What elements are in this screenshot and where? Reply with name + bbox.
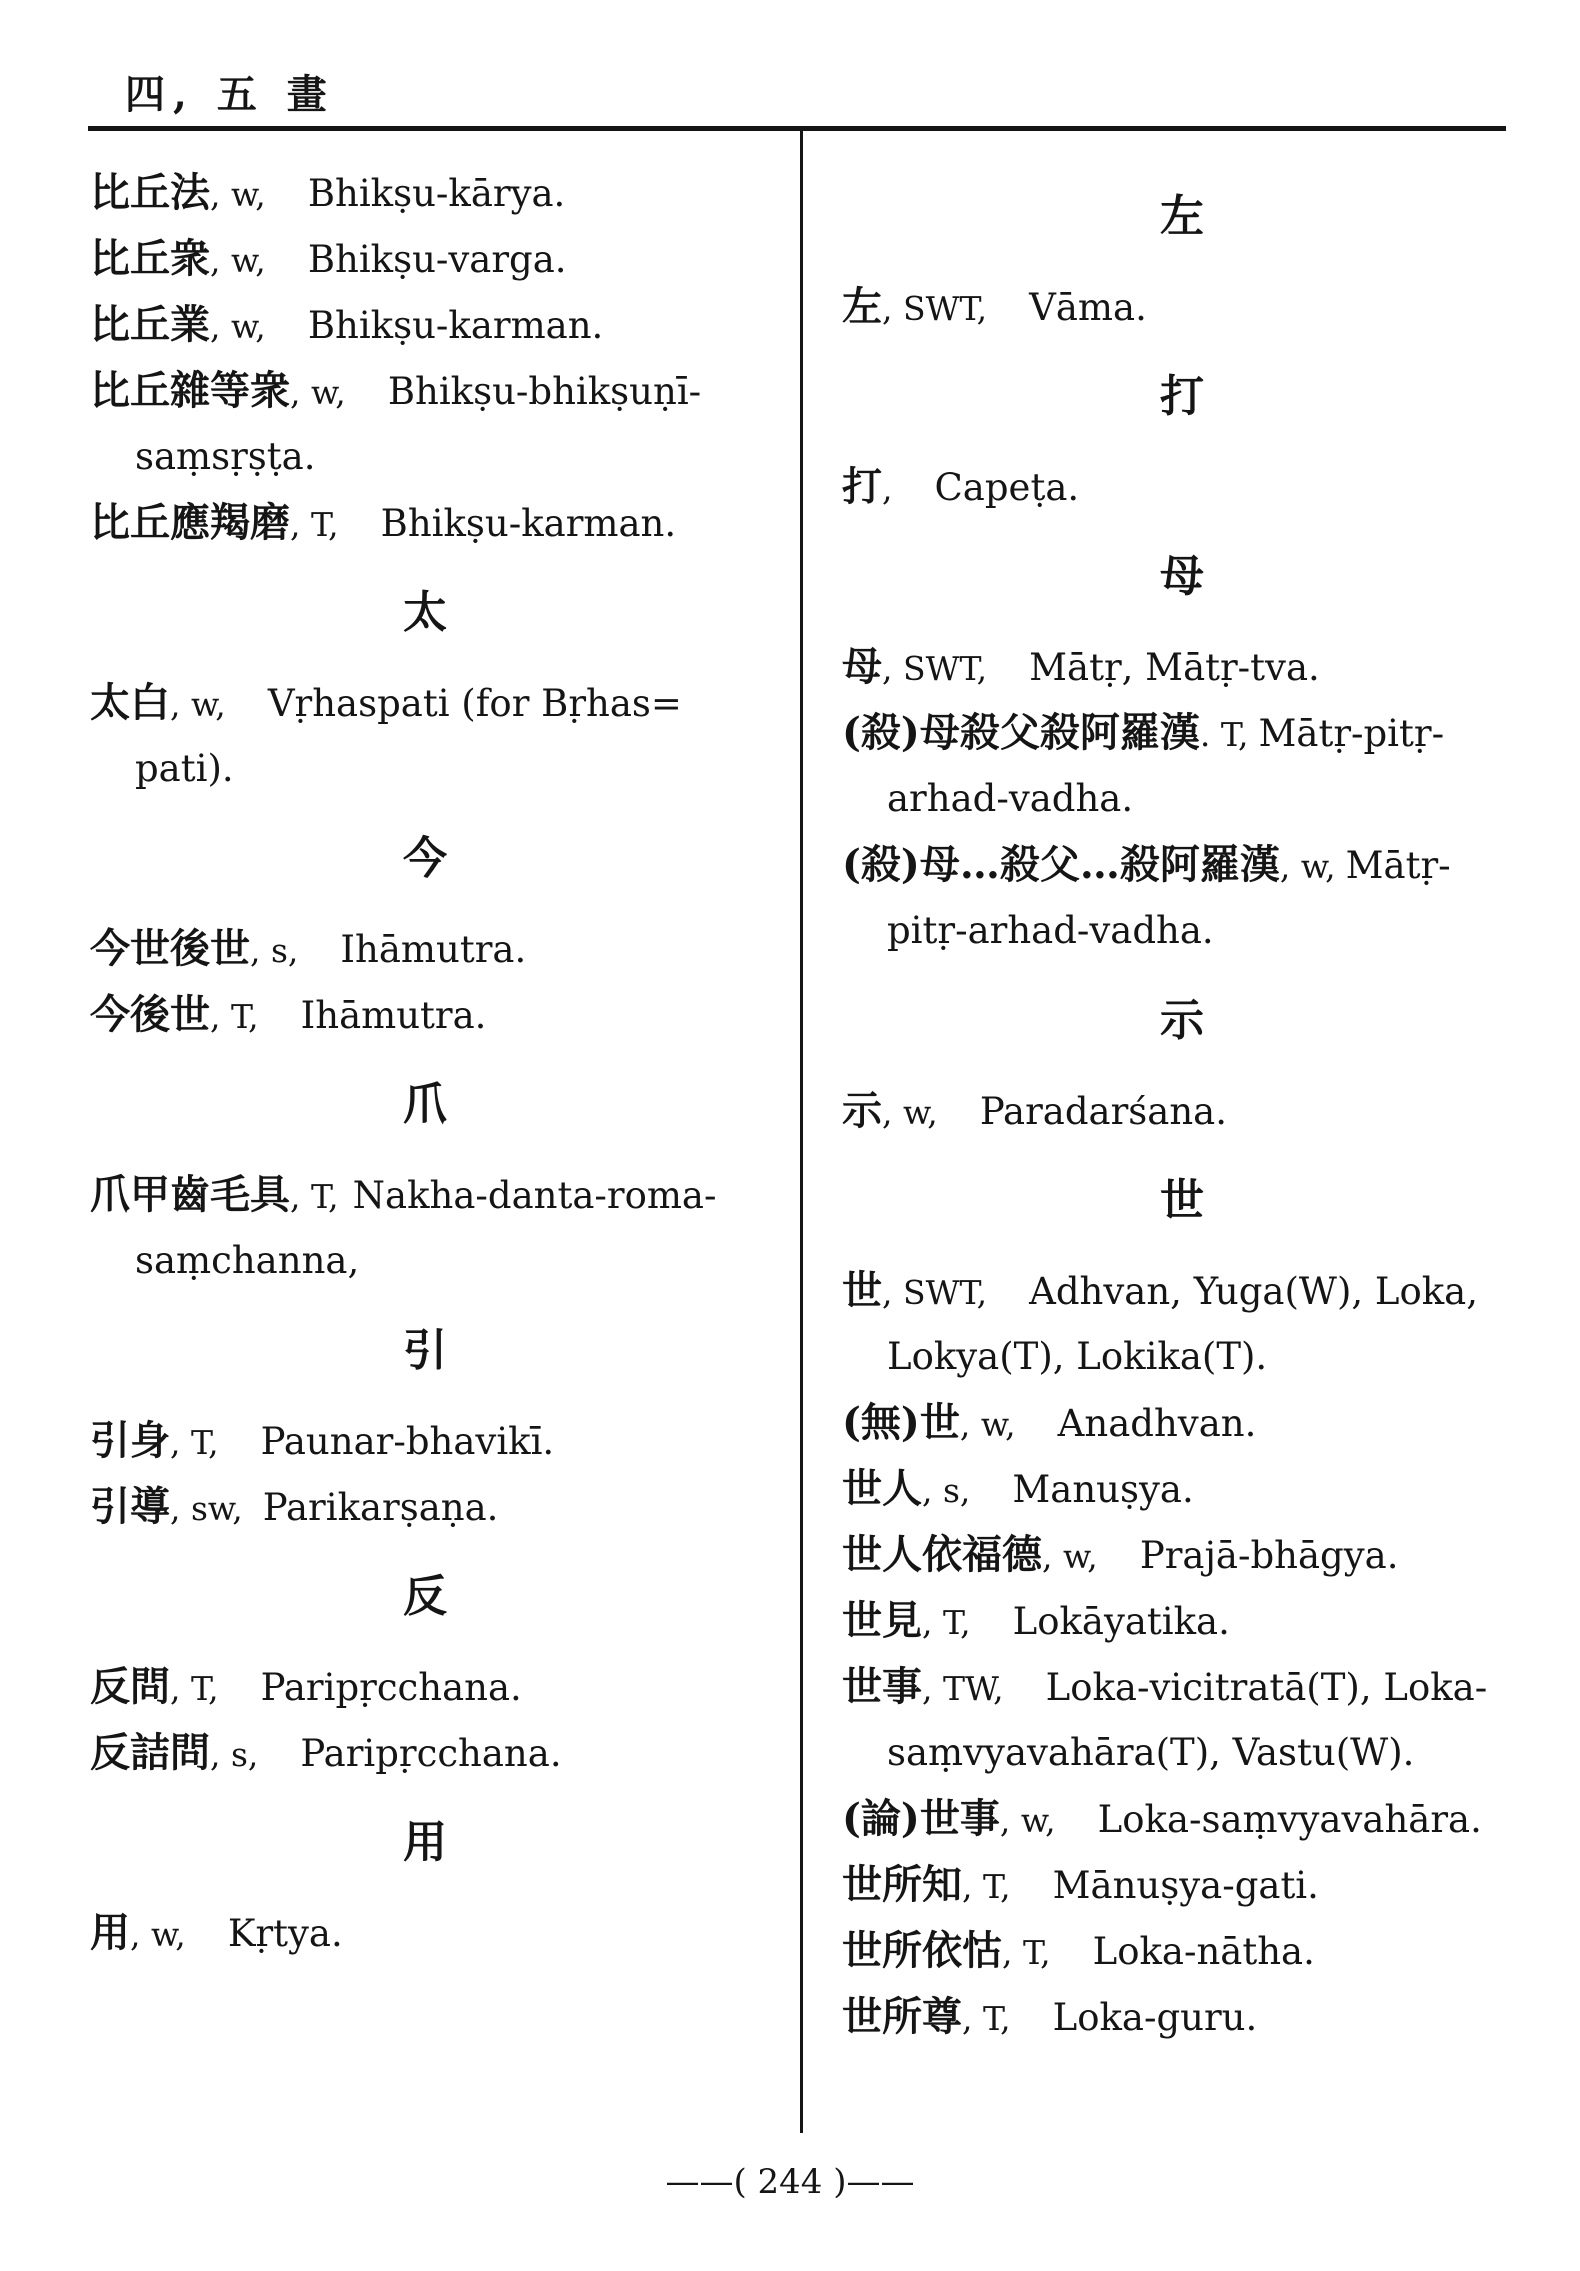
- sanskrit-term: Mātṛ-: [1345, 844, 1451, 887]
- headword: 引導: [90, 1483, 170, 1530]
- source-tag: , w,: [130, 1915, 186, 1954]
- entry: [90, 1474, 760, 1540]
- sanskrit-term: Prajā-bhāgya.: [1139, 1534, 1399, 1577]
- headword: 比丘法: [90, 169, 210, 216]
- entry-continuation: saṃsṛṣṭa.: [135, 435, 316, 478]
- source-tag: , w,: [959, 1405, 1016, 1444]
- entry: [842, 1522, 1522, 1588]
- headword: 世見: [842, 1597, 922, 1644]
- source-tag: , w,: [210, 307, 266, 346]
- source-tag: , w,: [1042, 1537, 1098, 1576]
- source-tag: , SWT,: [882, 289, 988, 328]
- entry-continuation: Lokya(T), Lokika(T).: [887, 1335, 1268, 1378]
- source-tag: , s,: [922, 1471, 971, 1510]
- section-heading-yin: 引: [403, 1325, 447, 1376]
- entry: [842, 634, 1522, 700]
- headword: 比丘雜等衆: [90, 367, 290, 414]
- source-tag: ,: [882, 469, 893, 508]
- source-tag: , sw,: [170, 1489, 243, 1528]
- headword: 比丘衆: [90, 235, 210, 282]
- header-rule: [88, 126, 1506, 131]
- entry: [842, 700, 1522, 766]
- sanskrit-term: Loka-saṃvyavahāra.: [1097, 1798, 1482, 1841]
- entry-continuation: pitṛ-arhad-vadha.: [887, 909, 1214, 952]
- headword: 今世後世: [90, 925, 250, 972]
- section-heading-tai: 太: [403, 587, 447, 638]
- source-tag: , T,: [290, 505, 339, 544]
- source-tag: , T,: [210, 997, 259, 1036]
- entry: [90, 982, 760, 1048]
- source-tag: , w,: [999, 1801, 1056, 1840]
- source-tag: , TW,: [922, 1669, 1004, 1708]
- section-heading-zuo: 左: [1160, 191, 1204, 242]
- page-number: ——( 244 )——: [665, 2162, 915, 2202]
- sanskrit-term: Nakha-danta-roma-: [352, 1174, 717, 1217]
- headword: 世所尊: [842, 1993, 962, 2040]
- sanskrit-term: Vṛhaspati (for Bṛhas=: [267, 682, 682, 725]
- sanskrit-term: Capeṭa.: [934, 466, 1080, 509]
- headword: 世人依福德: [842, 1531, 1042, 1578]
- source-tag: , T,: [922, 1603, 971, 1642]
- sanskrit-term: Parikarṣaṇa.: [262, 1486, 499, 1529]
- headword: 今後世: [90, 991, 210, 1038]
- sanskrit-term: Manuṣya.: [1012, 1468, 1194, 1511]
- section-heading-fan: 反: [403, 1571, 447, 1622]
- entry: [842, 1456, 1522, 1522]
- entry: [90, 1162, 760, 1228]
- entry: [842, 1588, 1522, 1654]
- entry: [90, 490, 760, 556]
- entry: [842, 1078, 1522, 1144]
- sanskrit-term: Adhvan, Yuga(W), Loka,: [1029, 1270, 1478, 1313]
- headword: 左: [842, 283, 882, 330]
- sanskrit-term: Mānuṣya-gati.: [1052, 1864, 1319, 1907]
- running-head: 四, 五 畫: [125, 71, 335, 118]
- source-tag: , w,: [210, 175, 266, 214]
- source-tag: , T,: [962, 1867, 1011, 1906]
- headword: 世所知: [842, 1861, 962, 1908]
- headword: (無)世: [842, 1399, 960, 1446]
- entry-continuation: arhad-vadha.: [887, 777, 1134, 820]
- entry: [90, 1900, 760, 1966]
- entry: [842, 1654, 1522, 1720]
- sanskrit-term: Mātṛ, Mātṛ-tva.: [1029, 646, 1320, 689]
- sanskrit-term: Loka-guru.: [1052, 1996, 1258, 2039]
- entry: [842, 1918, 1522, 1984]
- entry-continuation: saṃvyavahāra(T), Vastu(W).: [887, 1731, 1415, 1774]
- entry: [842, 1258, 1522, 1324]
- entry: [90, 916, 760, 982]
- entry-continuation: pati).: [135, 747, 234, 790]
- sanskrit-term: Bhikṣu-varga.: [307, 238, 567, 281]
- entry: [842, 454, 1522, 520]
- headword: 母: [842, 643, 882, 690]
- entry: [90, 1408, 760, 1474]
- source-tag: . T,: [1199, 715, 1249, 754]
- source-tag: , T,: [170, 1423, 219, 1462]
- headword: 示: [842, 1087, 882, 1134]
- source-tag: , s,: [210, 1735, 259, 1774]
- source-tag: , T,: [1002, 1933, 1051, 1972]
- headword: (殺)母殺父殺阿羅漢: [842, 709, 1200, 756]
- sanskrit-term: Bhikṣu-karman.: [307, 304, 604, 347]
- source-tag: , T,: [170, 1669, 219, 1708]
- sanskrit-term: Bhikṣu-karman.: [380, 502, 677, 545]
- headword: 反詰問: [90, 1729, 210, 1776]
- source-tag: , SWT,: [882, 649, 988, 688]
- source-tag: , w,: [170, 685, 226, 724]
- right-column: [842, 160, 1522, 2050]
- headword: 世事: [842, 1663, 922, 1710]
- entry: [842, 1786, 1522, 1852]
- headword: (殺)母…殺父…殺阿羅漢: [842, 841, 1280, 888]
- source-tag: , SWT,: [882, 1273, 988, 1312]
- entry: [90, 1654, 760, 1720]
- entry: [842, 1852, 1522, 1918]
- headword: 世人: [842, 1465, 922, 1512]
- section-heading-shi-world: 世: [1160, 1175, 1204, 1226]
- headword: 世所依怙: [842, 1927, 1002, 1974]
- entry: [842, 1390, 1522, 1456]
- sanskrit-term: Bhikṣu-bhikṣuṇī-: [387, 370, 702, 413]
- sanskrit-term: Paradarśana.: [979, 1090, 1227, 1133]
- sanskrit-term: Bhikṣu-kārya.: [307, 172, 566, 215]
- entry: [842, 832, 1522, 898]
- section-heading-mu: 母: [1160, 551, 1204, 602]
- section-heading-da: 打: [1160, 371, 1204, 422]
- headword: 太白: [90, 679, 170, 726]
- column-divider: [800, 131, 803, 2133]
- source-tag: , T,: [290, 1177, 339, 1216]
- source-tag: , w,: [882, 1093, 938, 1132]
- headword: 世: [842, 1267, 882, 1314]
- entry: [90, 670, 760, 736]
- headword: 反問: [90, 1663, 170, 1710]
- entry: [90, 292, 760, 358]
- headword: 用: [90, 1909, 130, 1956]
- sanskrit-term: Paunar-bhavikī.: [260, 1420, 555, 1463]
- source-tag: , w,: [290, 373, 346, 412]
- sanskrit-term: Lokāyatika.: [1012, 1600, 1230, 1643]
- source-tag: , w,: [1279, 847, 1336, 886]
- sanskrit-term: Loka-nātha.: [1092, 1930, 1315, 1973]
- section-heading-jin: 今: [403, 833, 447, 884]
- sanskrit-term: Vāma.: [1029, 286, 1147, 329]
- headword: 比丘業: [90, 301, 210, 348]
- entry: [90, 358, 760, 424]
- section-heading-zhao: 爪: [403, 1079, 447, 1130]
- section-heading-shi-show: 示: [1160, 995, 1204, 1046]
- source-tag: , s,: [250, 931, 299, 970]
- headword: 打: [842, 463, 882, 510]
- sanskrit-term: Ihāmutra.: [300, 994, 487, 1037]
- entry-continuation: saṃchanna,: [135, 1239, 360, 1282]
- sanskrit-term: Kṛtya.: [227, 1912, 343, 1955]
- section-heading-yong: 用: [403, 1817, 447, 1868]
- entry: [842, 1984, 1522, 2050]
- headword: (論)世事: [842, 1795, 1000, 1842]
- sanskrit-term: Mātṛ-pitṛ-: [1258, 712, 1445, 755]
- sanskrit-term: Paripṛcchana.: [260, 1666, 522, 1709]
- headword: 爪甲齒毛具: [90, 1171, 290, 1218]
- headword: 比丘應羯磨: [90, 499, 290, 546]
- source-tag: , w,: [210, 241, 266, 280]
- entry: [842, 274, 1522, 340]
- headword: 引身: [90, 1417, 170, 1464]
- sanskrit-term: Anadhvan.: [1057, 1402, 1257, 1445]
- left-column: [90, 160, 760, 1966]
- entry: [90, 160, 760, 226]
- entry: [90, 1720, 760, 1786]
- source-tag: , T,: [962, 1999, 1011, 2038]
- entry: [90, 226, 760, 292]
- sanskrit-term: Ihāmutra.: [340, 928, 527, 971]
- sanskrit-term: Paripṛcchana.: [300, 1732, 562, 1775]
- sanskrit-term: Loka-vicitratā(T), Loka-: [1045, 1666, 1488, 1709]
